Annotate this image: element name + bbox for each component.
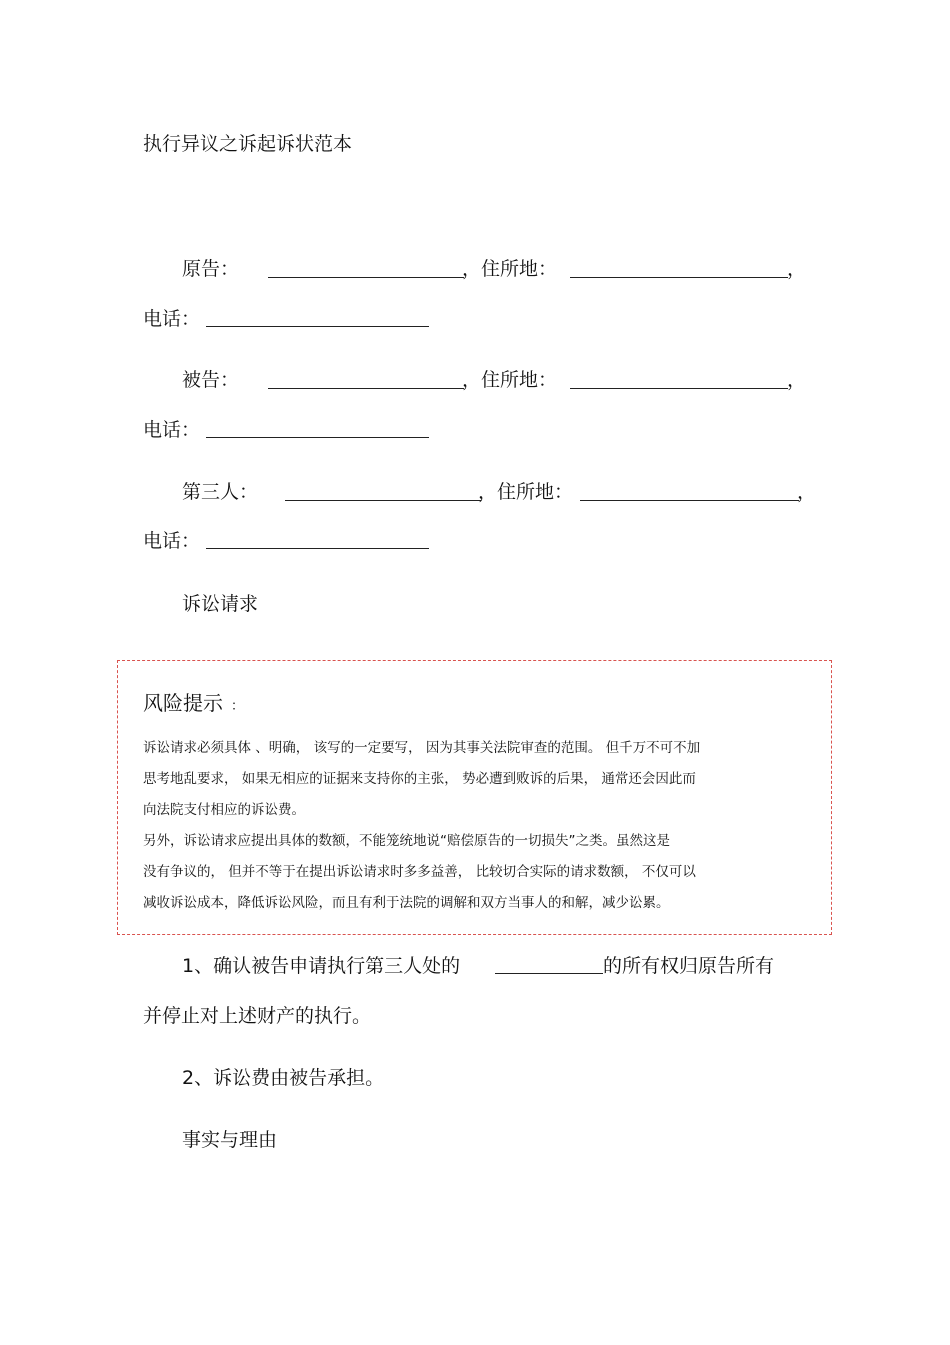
claim-1-part-3: 并停止对上述财产的执行。 [143,1005,372,1027]
third-party-residence-label: ，住所地： [478,481,574,503]
claim-2: 2、诉讼费由被告承担。 [182,1067,385,1089]
claim-1-property-blank[interactable] [495,973,603,974]
third-party-phone-label: 电话： [143,530,201,552]
risk-line-3: 向法院支付相应的诉讼费。 [143,802,305,818]
facts-heading: 事实与理由 [182,1129,278,1151]
risk-line-6: 减收诉讼成本，降低诉讼风险，而且有利于法院的调解和双方当事人的和解，减少讼累。 [143,895,670,911]
claim-1-part-1: 1、确认被告申请执行第三人处的 [182,955,461,977]
defendant-phone-label: 电话： [143,419,201,441]
third-party-comma: ， [797,481,817,503]
claims-heading: 诉讼请求 [182,593,259,615]
plaintiff-name-blank[interactable] [268,277,464,278]
plaintiff-residence-blank[interactable] [570,277,788,278]
third-party-label: 第三人： [182,481,259,503]
plaintiff-residence-label: ，住所地： [462,258,558,280]
plaintiff-label: 原告： [182,258,240,280]
risk-title-colon: ： [231,699,245,714]
risk-line-1: 诉讼请求必须具体 、明确， 该写的一定要写， 因为其事关法院审查的范围。 但千万不可不加 [143,740,701,756]
risk-title-text: 风险提示 [143,691,223,715]
claim-1-part-2: 的所有权归原告所有 [603,955,775,977]
third-party-residence-blank[interactable] [580,500,799,501]
risk-notice-title [143,687,244,716]
third-party-phone-blank[interactable] [206,548,429,549]
defendant-comma: ， [787,369,807,391]
defendant-name-blank[interactable] [268,388,464,389]
defendant-label: 被告： [182,369,240,391]
document-title: 执行异议之诉起诉状范本 [143,133,353,155]
plaintiff-phone-label: 电话： [143,308,201,330]
risk-line-4: 另外，诉讼请求应提出具体的数额，不能笼统地说“赔偿原告的一切损失”之类。虽然这是 [143,833,670,849]
third-party-name-blank[interactable] [285,500,481,501]
defendant-residence-label: ，住所地： [462,369,558,391]
risk-line-2: 思考地乱要求， 如果无相应的证据来支持你的主张， 势必遭到败诉的后果， 通常还会因此而 [143,771,696,787]
plaintiff-phone-blank[interactable] [206,326,429,327]
plaintiff-comma: ， [787,258,807,280]
risk-line-5: 没有争议的， 但并不等于在提出诉讼请求时多多益善， 比较切合实际的请求数额， 不仅可以 [143,864,696,880]
defendant-residence-blank[interactable] [570,388,788,389]
defendant-phone-blank[interactable] [206,437,429,438]
